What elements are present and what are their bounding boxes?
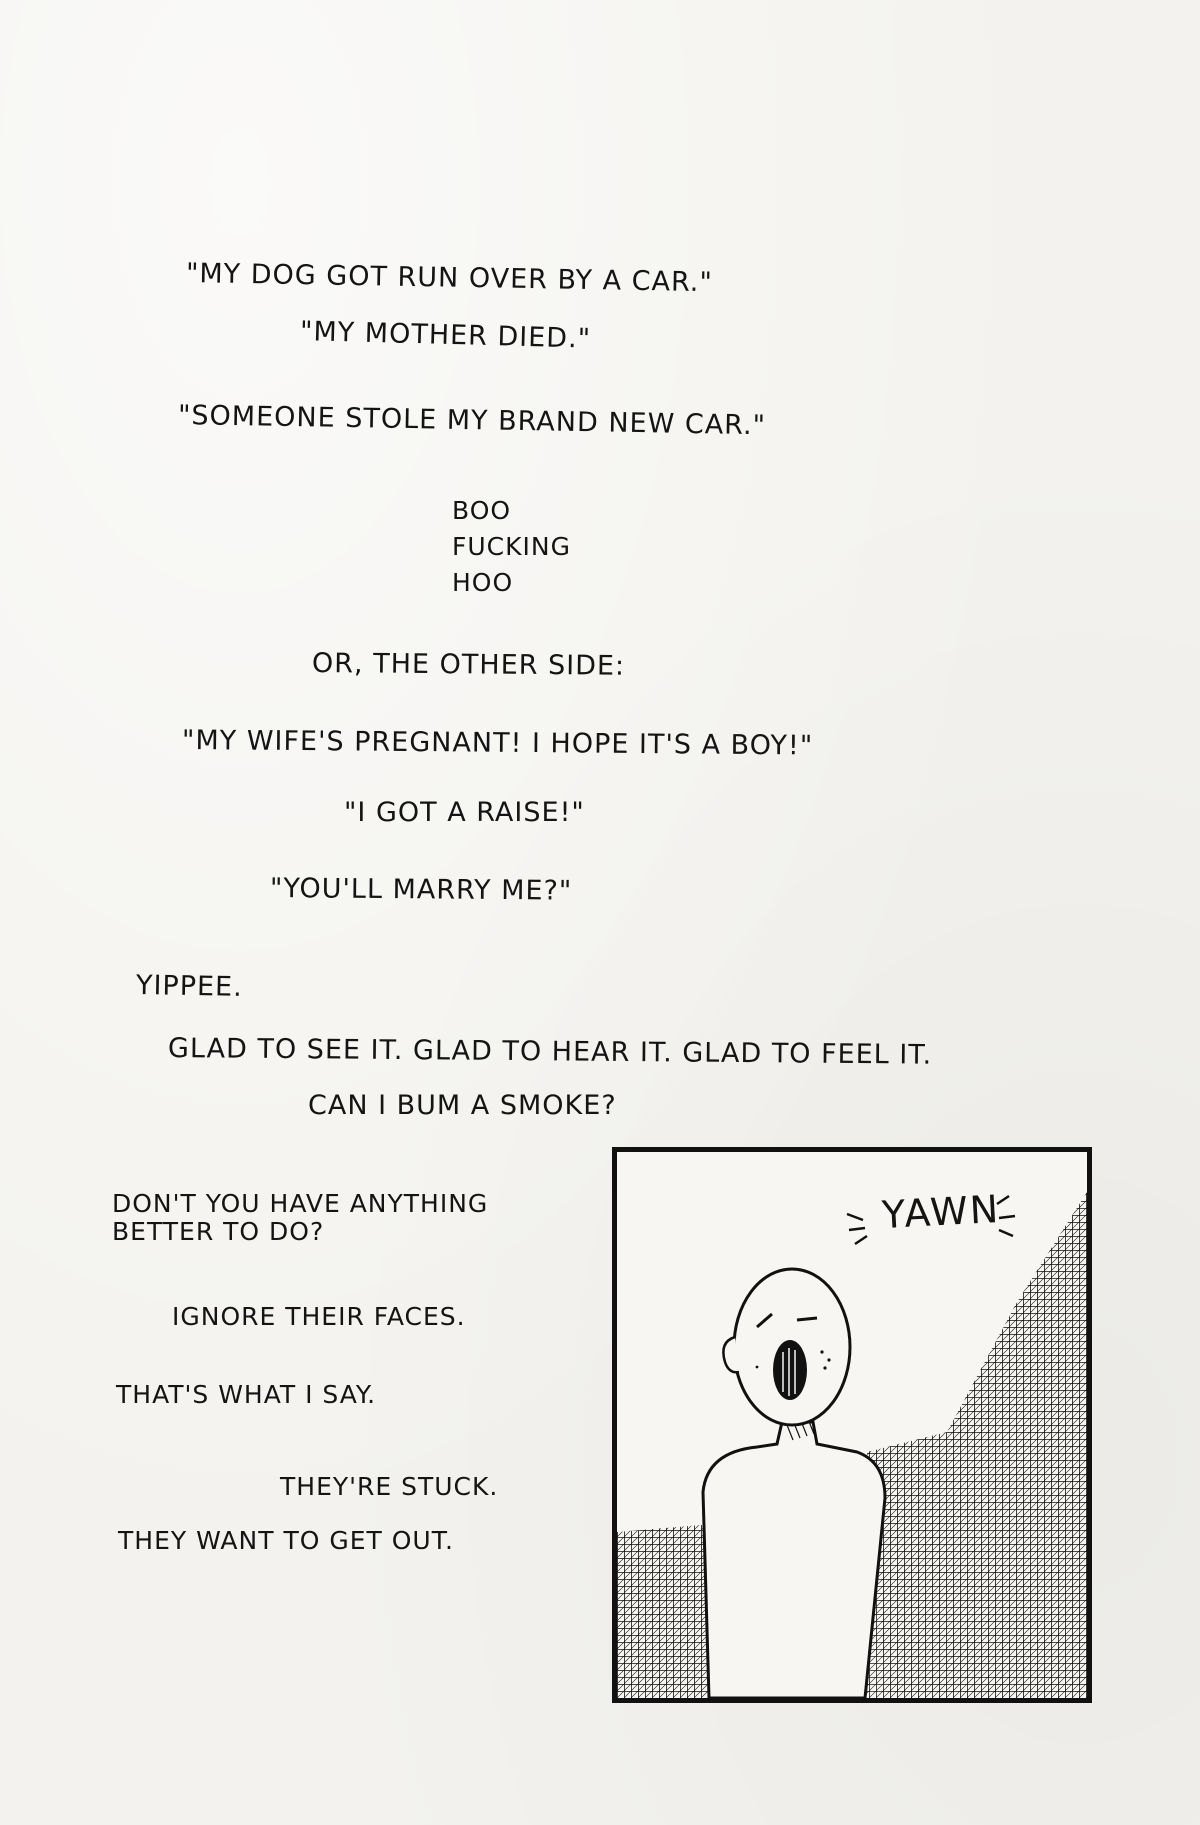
yawning-mouth xyxy=(773,1340,807,1400)
ignore-text: IGNORE THEIR FACES. xyxy=(172,1302,466,1331)
eye-right xyxy=(797,1318,817,1320)
stuck-text: THEY'RE STUCK. xyxy=(280,1472,499,1501)
figure-body xyxy=(703,1422,885,1698)
get-out-text: THEY WANT TO GET OUT. xyxy=(118,1526,454,1555)
anything-line-1: DON'T YOU HAVE ANYTHING xyxy=(112,1189,489,1218)
smoke-text: CAN I BUM A SMOKE? xyxy=(308,1090,617,1121)
boo-fucking-hoo xyxy=(452,493,571,601)
comic-panel xyxy=(612,1147,1092,1703)
quote-marry: "YOU'LL MARRY ME?" xyxy=(269,873,573,907)
quote-dog: "MY DOG GOT RUN OVER BY A CAR." xyxy=(185,258,714,299)
glad-text: GLAD TO SEE IT. GLAD TO HEAR IT. GLAD TO FEEL IT. xyxy=(167,1033,933,1071)
quote-mother: "MY MOTHER DIED." xyxy=(299,316,592,355)
yawn-sound-effect: YAWN xyxy=(880,1186,1002,1238)
quote-pregnant: "MY WIFE'S PREGNANT! I HOPE IT'S A BOY!" xyxy=(181,725,814,762)
transition-text: OR, THE OTHER SIDE: xyxy=(311,648,626,682)
boo-line-2: FUCKING xyxy=(452,532,571,561)
anything-line-2: BETTER TO DO? xyxy=(112,1217,325,1246)
boo-line-3: HOO xyxy=(452,568,514,597)
quote-raise: "I GOT A RAISE!" xyxy=(344,797,585,828)
anything-text xyxy=(112,1190,488,1246)
yippee-text: YIPPEE. xyxy=(135,970,243,1003)
boo-line-1: BOO xyxy=(452,496,512,525)
panel-illustration xyxy=(617,1152,1087,1698)
thats-what-text: THAT'S WHAT I SAY. xyxy=(116,1380,377,1409)
floor-shadow-left xyxy=(617,1524,713,1698)
quote-car: "SOMEONE STOLE MY BRAND NEW CAR." xyxy=(177,400,767,442)
